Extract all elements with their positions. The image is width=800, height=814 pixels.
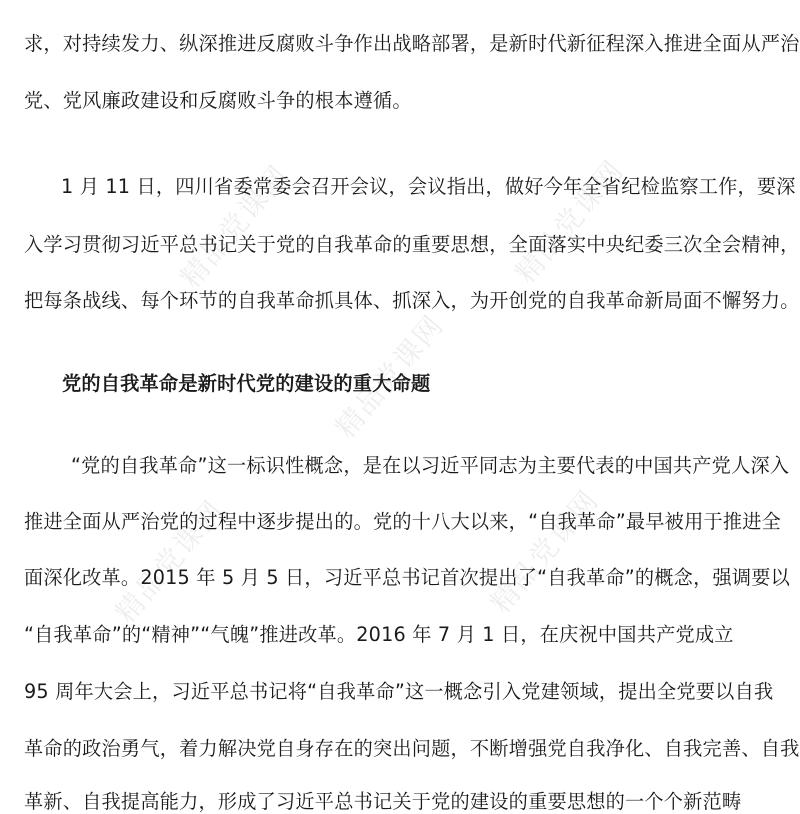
paragraph-line: 入学习贯彻习近平总书记关于党的自我革命的重要思想，全面落实中央纪委三次全会精神， [24,233,800,256]
watermark: 精品党课网 [483,483,606,620]
watermark: 精品党课网 [173,158,296,295]
paragraph-line: 求，对持续发力、纵深推进反腐败斗争作出战略部署，是新时代新征程深入推进全面从严治 [24,32,800,55]
paragraph-line: 95 周年大会上，习近平总书记将“自我革命”这一概念引入党建领域，提出全党要以自我 [24,680,774,703]
paragraph-line: 面深化改革。2015 年 5 月 5 日，习近平总书记首次提出了“自我革命”的概念，强调要以 [24,566,791,589]
watermark: 精品党课网 [508,153,631,290]
section-heading: 党的自我革命是新时代党的建设的重大命题 [62,372,431,395]
paragraph-line: 把每条战线、每个环节的自我革命抓具体、抓深入，为开创党的自我革命新局面不懈努力。 [24,289,800,312]
paragraph-line: 革新、自我提高能力，形成了习近平总书记关于党的建设的重要思想的一个个新范畴 [24,790,742,813]
paragraph-line: 推进全面从严治党的过程中逐步提出的。党的十八大以来，“自我革命”最早被用于推进全 [24,510,782,533]
paragraph-line: 1 月 11 日，四川省委常委会召开会议，会议指出，做好今年全省纪检监察工作，要深 [61,175,796,198]
watermark: 精品党课网 [108,493,231,630]
paragraph-line: 革命的政治勇气，着力解决党自身存在的突出问题，不断增强党自我净化、自我完善、自我 [24,737,800,760]
paragraph-line: 党、党风廉政建设和反腐败斗争的根本遵循。 [24,89,412,112]
watermark: 精品党课网 [328,308,451,445]
paragraph-line: “党的自我革命”这一标识性概念，是在以习近平同志为主要代表的中国共产党人深入 [71,454,790,477]
paragraph-line: “自我革命”的“精神”“气魄”推进改革。2016 年 7 月 1 日，在庆祝中国共产党成立 [24,623,734,646]
